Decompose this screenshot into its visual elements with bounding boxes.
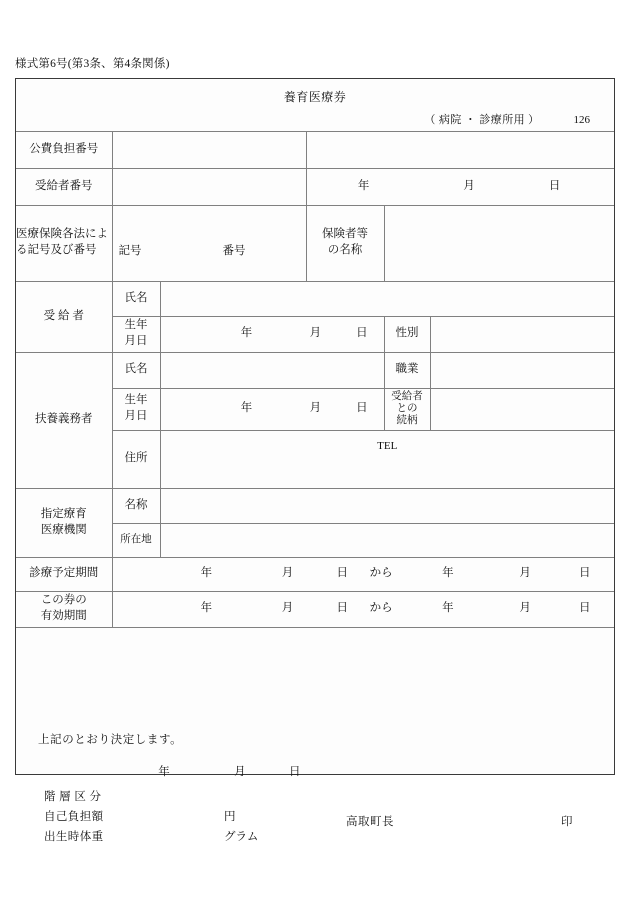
- supporter-occupation-label: 職業: [384, 352, 430, 388]
- recipient-birth-date-fields: [161, 326, 384, 342]
- validity-from-month: 月: [281, 602, 294, 615]
- table-row-recipient-name: [16, 281, 614, 316]
- recipient-number-grid[interactable]: [112, 168, 306, 205]
- validity-period-connector: から: [369, 602, 393, 615]
- supporter-occupation-value[interactable]: [430, 352, 614, 388]
- insurance-kigou-bangou-cell[interactable]: [112, 205, 306, 281]
- supporter-address-label: 住所: [112, 430, 160, 488]
- treatment-period-label: 診療予定期間: [16, 557, 112, 591]
- recipient-number-issue-date[interactable]: [306, 168, 614, 205]
- kigou-label: 記号: [118, 245, 142, 257]
- insurer-name-value[interactable]: [384, 205, 614, 281]
- tel-label: TEL: [377, 440, 398, 453]
- table-row-treatment-period: [16, 557, 614, 591]
- supporter-relation-label-line3: 続柄: [396, 415, 418, 427]
- insurer-name-label: [306, 205, 384, 281]
- supporter-name-label: 氏名: [112, 352, 160, 388]
- supporter-birth-day: 日: [356, 402, 368, 415]
- validity-to-month: 月: [519, 602, 531, 615]
- treatment-from-day: 日: [336, 567, 348, 580]
- footer-self-payment-label: 自己負担額: [44, 811, 104, 823]
- table-row-public-expense-number: [16, 131, 614, 168]
- footer-notes: [44, 787, 258, 847]
- institution-name-label: 名称: [112, 488, 160, 523]
- validity-from-year: 年: [200, 602, 213, 615]
- treatment-to-year: 年: [442, 567, 454, 580]
- supporter-birth-label: [112, 388, 160, 430]
- footer-row-tier: [44, 787, 258, 807]
- kigou-bangou-wrap: [113, 241, 306, 257]
- recipient-birth-label-line2: 月日: [124, 335, 148, 347]
- validity-period-fields: [113, 601, 615, 617]
- institution-location-value[interactable]: [160, 523, 614, 557]
- form-subtitle-text: （ 病院 ・ 診療所用 ）: [424, 113, 540, 126]
- table-row-insurance: [16, 205, 614, 281]
- insurer-name-label-line2: の名称: [327, 244, 363, 256]
- treatment-period-fields: [113, 566, 615, 582]
- footer-row-self-payment: [44, 807, 258, 827]
- supporter-birth-month: 月: [309, 402, 322, 415]
- insurer-name-label-line1: 保険者等: [322, 228, 368, 241]
- institution-section-label-line2: 医療機関: [40, 523, 87, 536]
- recipient-section-label: 受 給 者: [16, 281, 112, 352]
- form-code: 126: [573, 113, 591, 126]
- validity-period-label: [16, 591, 112, 627]
- footer-tier-label: 階 層 区 分: [44, 791, 102, 803]
- treatment-period-value[interactable]: [112, 557, 614, 591]
- decision-date-month: 月: [234, 766, 246, 779]
- validity-period-label-line1: この券の: [40, 594, 87, 607]
- institution-name-value[interactable]: [160, 488, 614, 523]
- form-number-label: 様式第6号(第3条、第4条関係): [15, 58, 170, 70]
- issue-date-day: 日: [548, 179, 561, 192]
- supporter-relation-value[interactable]: [430, 388, 614, 430]
- supporter-address-value[interactable]: [160, 430, 614, 488]
- recipient-name-label: 氏名: [112, 281, 160, 316]
- recipient-birth-day: 日: [356, 327, 368, 340]
- supporter-name-value[interactable]: [160, 352, 384, 388]
- recipient-birth-year: 年: [240, 327, 253, 340]
- recipient-gender-value[interactable]: [430, 316, 614, 352]
- table-row-supporter-name: [16, 352, 614, 388]
- decision-date-year: 年: [158, 766, 170, 779]
- supporter-relation-label: [384, 388, 430, 430]
- institution-section-label-line1: 指定療育: [40, 507, 87, 520]
- supporter-relation-label-line2: との: [396, 402, 418, 414]
- supporter-birth-year: 年: [240, 402, 253, 415]
- supporter-birth-label-line1: 生年: [124, 394, 148, 407]
- recipient-birth-value[interactable]: [160, 316, 384, 352]
- table-row-decision: [16, 627, 614, 779]
- supporter-birth-date-fields: [161, 401, 384, 417]
- footer-birth-weight-unit: グラム: [224, 831, 259, 843]
- form-header-cell: [16, 79, 614, 131]
- insurance-label: 医療保険各法による記号及び番号: [16, 205, 112, 281]
- validity-from-day: 日: [336, 602, 348, 615]
- decision-statement: 上記のとおり決定します。: [38, 734, 183, 747]
- decision-date-day: 日: [289, 766, 301, 779]
- form-subtitle: [16, 105, 614, 128]
- validity-to-day: 日: [578, 602, 591, 615]
- recipient-birth-month: 月: [309, 327, 322, 340]
- treatment-from-month: 月: [281, 567, 294, 580]
- institution-location-label: 所在地: [112, 523, 160, 557]
- recipient-name-value[interactable]: [160, 281, 614, 316]
- public-expense-number-label: 公費負担番号: [16, 131, 112, 168]
- decision-date-fields: [128, 765, 310, 781]
- supporter-birth-value[interactable]: [160, 388, 384, 430]
- table-row-header: [16, 79, 614, 131]
- supporter-relation-label-line1: 受給者: [391, 390, 423, 402]
- recipient-gender-label: 性別: [384, 316, 430, 352]
- table-row-validity-period: [16, 591, 614, 627]
- seal-placeholder: 印: [561, 816, 573, 829]
- table-row-institution-name: [16, 488, 614, 523]
- public-expense-number-grid[interactable]: [112, 131, 306, 168]
- recipient-birth-label: [112, 316, 160, 352]
- page-title: 養育医療券: [283, 89, 347, 104]
- treatment-to-month: 月: [519, 567, 531, 580]
- validity-period-value[interactable]: [112, 591, 614, 627]
- supporter-birth-label-line2: 月日: [124, 410, 148, 422]
- bangou-label: 番号: [222, 245, 246, 257]
- recipient-birth-label-line1: 生年: [124, 319, 148, 332]
- public-expense-number-blank[interactable]: [306, 131, 614, 168]
- treatment-to-day: 日: [578, 567, 591, 580]
- table-row-recipient-number: [16, 168, 614, 205]
- issue-date-month: 月: [463, 179, 475, 192]
- validity-to-year: 年: [442, 602, 454, 615]
- supporter-section-label: 扶養義務者: [16, 352, 112, 488]
- footer-birth-weight-label: 出生時体重: [44, 831, 104, 843]
- institution-section-label: [16, 488, 112, 557]
- issue-date-fields: [307, 179, 615, 195]
- footer-self-payment-unit: 円: [224, 811, 236, 823]
- signer-name: 高取町長: [346, 816, 394, 829]
- footer-row-birth-weight: [44, 827, 258, 847]
- treatment-period-connector: から: [369, 567, 393, 580]
- treatment-from-year: 年: [200, 567, 213, 580]
- issue-date-year: 年: [357, 179, 370, 192]
- recipient-number-label: 受給者番号: [16, 168, 112, 205]
- validity-period-label-line2: 有効期間: [40, 610, 87, 622]
